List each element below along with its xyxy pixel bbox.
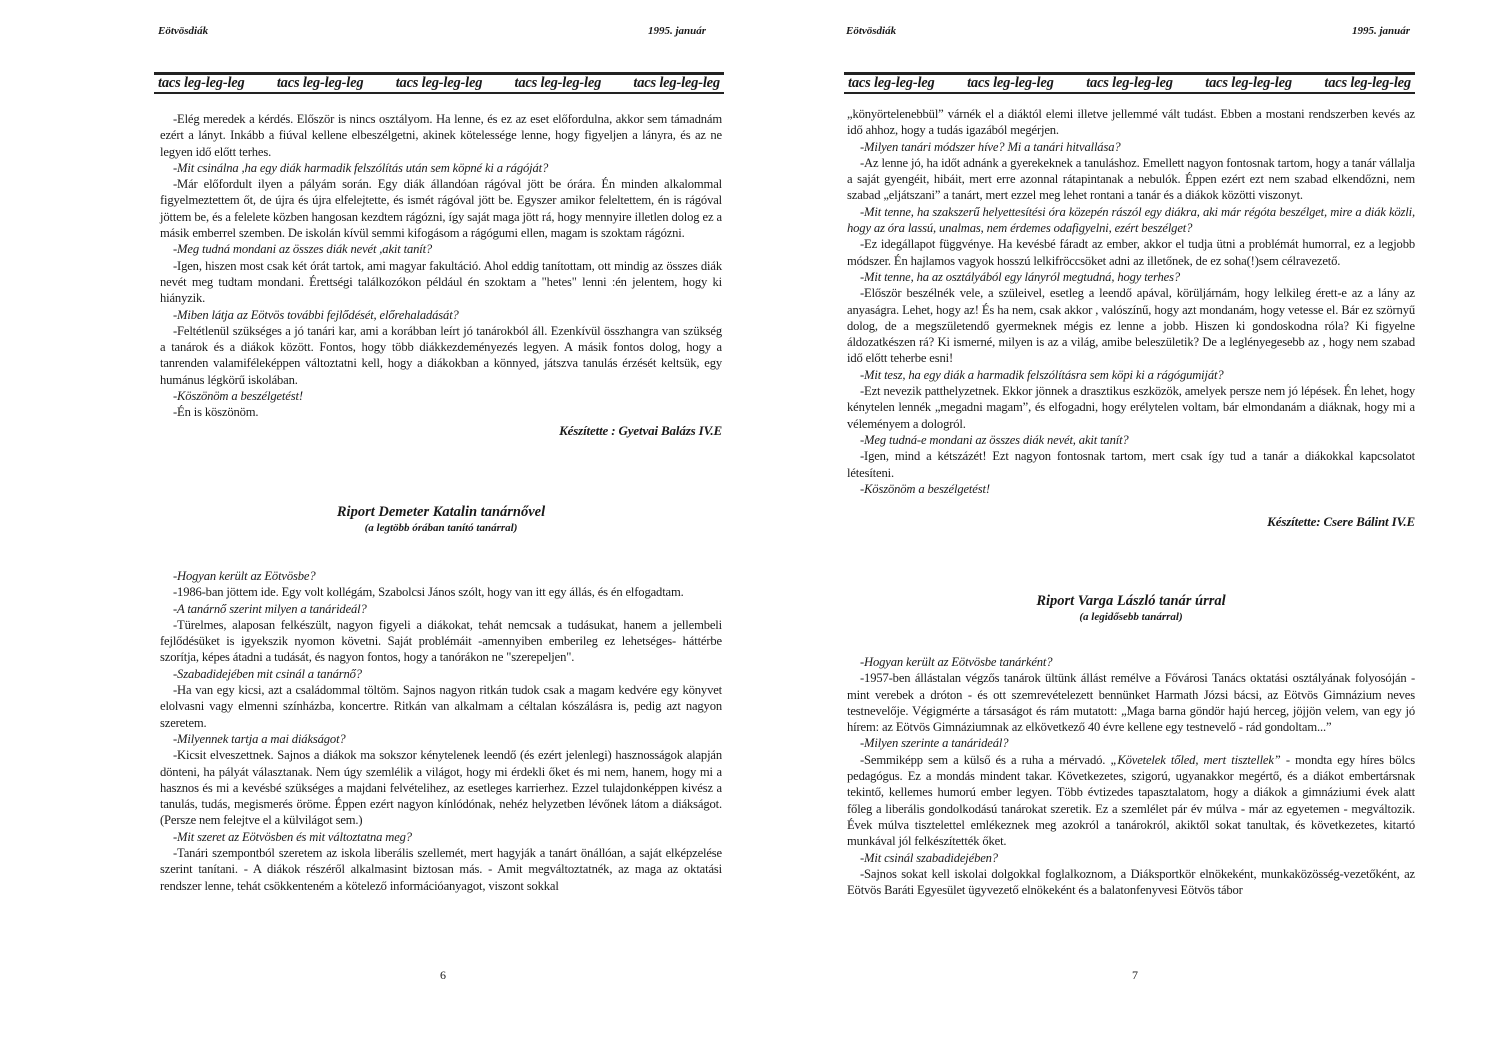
interview-question: -Meg tudná-e mondani az összes diák nevét, akit tanít? <box>860 432 1129 447</box>
interview-question: -Miben látja az Eötvös további fejlődését, előrehaladását? <box>173 307 459 322</box>
banner-text: tacs leg-leg-leg <box>1324 75 1411 91</box>
interview-question: -Mit szeret az Eötvösben és mit változtatna meg? <box>173 829 412 844</box>
article-title: Riport Varga László tanár úrral <box>1036 593 1226 609</box>
interview-answer: -Igen, hiszen most csak két órát tartok, ami magyar fakultáció. Ahol eddig tanítottam, ott mindig az összes diák nevét meg tudtam mondani. Érettségi találkozókon például én szoktam a "hetes" lenni :én jelentem, hogy ki hiányzik. <box>160 258 722 306</box>
interview-answer: -Tanári szempontból szeretem az iskola liberális szellemét, mert hagyják a tanárt önállóan, a saját elképzelése szerint tanítani. - A diákok részéről alkalmasint biztosan más. - Amit megváltoztatnék, az maga az oktatási rendszer lenne, tehát csökkenteném a kötelező információanyagot, viszont sokkal <box>160 846 722 893</box>
right-page <box>744 0 1489 1050</box>
interview-answer: -1986-ban jöttem ide. Egy volt kollégám, Szabolcsi János szólt, hogy van itt egy állás, és én elfogadtam. <box>173 585 684 600</box>
interview-answer: -Elég meredek a kérdés. Először is nincs osztályom. Ha lenne, és ez az eset előfordulna, akkor sem támadnám ezért a lányt. Inkább a fiúval kellene elbeszélgetni, akinek kötelessége lenne, hogy figyeljen a lányra, és az ne legyen idő előtt terhes. <box>160 112 722 159</box>
interview-1-text <box>160 111 722 421</box>
interview-question: -Köszönöm a beszélgetést! <box>860 481 990 496</box>
banner-text: tacs leg-leg-leg <box>848 75 935 91</box>
banner-text: tacs leg-leg-leg <box>514 75 602 91</box>
interview-question: -Szabadidejében mit csinál a tanárnő? <box>173 666 362 681</box>
interview-answer: -Ez idegállapot függvénye. Ha kevésbé fáradt az ember, akkor el tudja ütni a problémát humorral, ez a legjobb módszer. Én hajlamos vagyok hosszú lelkifröccsöket adni az illetőnek, de ez soha(!)sem célravezető. <box>847 237 1415 268</box>
interview-3-text <box>847 654 1415 898</box>
page-number: 7 <box>1132 968 1138 982</box>
article-heading <box>160 504 722 534</box>
interview-answer: -1957-ben állástalan végzős tanárok ültünk állást remélve a Fővárosi Tanács oktatási osztályának folyosóján - mint verebek a dróton - és ott szemrevételezett bennünket Harmath Józsi bácsi, az Eötvös Gimnázium neves testnevelője. Végigmérte a társaságot és rám mutatott: „Maga barna göndör hajú herceg, jöjjön velem, van egy jó hírem: az Eötvös Gimnáziumnak az elkövetkező 40 évre kellene egy testnevelő - rád gondoltam...” <box>847 671 1415 735</box>
interview-question: -A tanárnő szerint milyen a tanárideál? <box>173 601 367 616</box>
interview-answer <box>847 752 1415 850</box>
article-subtitle: (a legtöbb órában tanító tanárral) <box>364 522 518 534</box>
interview-2-continued-text <box>847 106 1415 497</box>
running-header-date: 1995. január <box>648 25 707 37</box>
running-header-title: Eötvösdiák <box>846 25 897 37</box>
interview-answer-continuation: „könyörtelenebbül” várnék el a diáktól elemi illetve jellemmé vált tudást. Ebben a mostani rendszerben kevés az idő ahhoz, hogy a tudás igazából megérjen. <box>847 107 1415 138</box>
banner-text: tacs leg-leg-leg <box>395 75 483 91</box>
interview-answer: -Feltétlenül szükséges a jó tanári kar, ami a korábban leírt jó tanárokból áll. Ezenkívül összhangra van szükség a tanárok és a diákok között. Fontos, hogy több diákkezdeményezés legyen. A másik fontos dolog, hogy a tanrenden valamiféleképpen változtatni kell, hogy a diákokban a könnyed, játszva tanulás érzését keltsük, egy humánus légkörű iskolában. <box>160 323 722 387</box>
interview-answer: -Én is köszönöm. <box>173 405 259 420</box>
interview-answer: -Türelmes, alaposan felkészült, nagyon figyeli a diákokat, tehát nemcsak a tudásukat, hanem a jellembeli fejlődésüket is igyekszik nyomon követni. Saját problémáit -amennyiben emberileg ez lehetséges- háttérbe szorítja, képes átadni a tudását, és nagyon fontos, hogy a tanórákon ne "szerepeljen". <box>160 617 722 665</box>
interview-question: -Hogyan került az Eötvösbe tanárként? <box>860 655 1053 669</box>
interview-answer: -Ha van egy kicsi, azt a családommal töltöm. Sajnos nagyon ritkán tudok csak a magam kedvére egy könyvet elolvasni vagy elmenni színházba, koncertre. Ritkán van alkalmam a céltalan kószálásra is, pedig azt nagyon szeretem. <box>160 683 722 730</box>
interview-answer: -Kicsit elveszettnek. Sajnos a diákok ma sokszor kénytelenek leendő (és ezért jelenlegi) hasznosságok alapján dönteni, ha pályát választanak. Nem úgy szemlélik a világot, hogy mi érdekli őket és mi nem, hanem, hogy mi a hasznos és mi a kevésbé szükséges a majdani felvételihez, az esetleges karrierhez. Ezzel tulajdonképpen kivész a tanulás, tudás, megismerés öröme. Éppen ezért nagyon kínlódónak, nehéz helyzetben lévőnek látom a diákságot. (Persze nem felejtve el a külvilágot sem.) <box>160 748 722 828</box>
interview-question: -Mit tenne, ha az osztályából egy lányról megtudná, hogy terhes? <box>860 269 1181 284</box>
signature-block <box>160 423 722 439</box>
running-header-title: Eötvösdiák <box>158 25 209 37</box>
interview-question: -Meg tudná mondani az összes diák nevét ,akit tanít? <box>173 242 433 257</box>
article-subtitle: (a legidősebb tanárral) <box>1079 611 1183 623</box>
interview-question: -Milyen tanári módszer híve? Mi a tanári hitvallása? <box>860 139 1121 154</box>
author-signature: Készítette : Gyetvai Balázs IV.E <box>559 423 722 438</box>
banner-text: tacs leg-leg-leg <box>967 75 1054 91</box>
interview-answer: -Először beszélnék vele, a szüleivel, esetleg a leendő apával, körüljárnám, hogy lelkileg érett-e az a lány az anyaságra. Lehet, hogy az! És ha nem, csak akkor , valószínű, hogy azt mondanám, hogy vetesse el. Bár ez szörnyű dolog, de a megszületendő gyermeknek mégis ez lenne a jobb. Hiszen ki gondoskodna róla? Ki figyelne áldozatkészen rá? Ki ismerné, milyen is az a világ, amibe beleszületik? De a leglényegesebb az , hogy nem szabad idő előtt teherbe esni! <box>847 286 1415 366</box>
banner-text: tacs leg-leg-leg <box>276 75 364 91</box>
interview-question: -Hogyan került az Eötvösbe? <box>173 569 316 583</box>
signature-block <box>847 514 1415 530</box>
quotation: „Követelek tőled, mert tisztellek” <box>1110 752 1281 767</box>
interview-question: -Köszönöm a beszélgetést! <box>173 389 303 404</box>
banner-text: tacs leg-leg-leg <box>1086 75 1173 91</box>
interview-answer: -Ezt nevezik patthelyzetnek. Ekkor jönnek a drasztikus eszközök, amelyek persze nem jó lépések. Én lehet, hogy kénytelen lennék „megadni magam”, és elfogadni, hogy erélytelen voltam, bár elmondanám a diáknak, hogy mi a véleményem a dologról. <box>847 384 1415 431</box>
running-header-date: 1995. január <box>1352 25 1411 37</box>
article-title: Riport Demeter Katalin tanárnővel <box>336 504 546 520</box>
column-banner <box>844 72 1415 94</box>
answer-text: -Semmiképp sem a külső és a ruha a mérvadó. <box>860 752 1111 767</box>
article-heading <box>847 593 1415 623</box>
banner-text: tacs leg-leg-leg <box>1205 75 1292 91</box>
banner-text: tacs leg-leg-leg <box>633 75 720 91</box>
interview-question: -Mit tenne, ha szakszerű helyettesítési óra közepén rászól egy diákra, aki már régóta beszélget, mire a diák közli, hogy az óra lassú, unalmas, nem érdemes odafigyelni, ezért beszélget? <box>847 204 1415 236</box>
interview-question: -Mit csinál szabadidejében? <box>860 850 998 865</box>
interview-answer: -Sajnos sokat kell iskolai dolgokkal foglalkoznom, a Diáksportkör elnökeként, munkaközösség-vezetőként, az Eötvös Baráti Egyesület ügyvezető elnökeként és a balatonfenyvesi Eötvös tábor <box>847 866 1415 898</box>
banner-text: tacs leg-leg-leg <box>158 75 245 91</box>
interview-2-text <box>160 568 722 894</box>
answer-text: - mondta egy híres bölcs pedagógus. Ez a mondás mindent takar. Következetes, szigorú, ugyanakkor megértő, és a diákot embertársnak tekintő, kellemes humorú ember legyen. Több évtizedes tapasztalatom, hogy a diákok a gimnáziumi évek alatt főleg a liberális gondolkodású tanárokat szeretik. Ez a szemlélet pár év múlva - már az egyetemen - megváltozik. Évek múlva tisztelettel emlékeznek meg azokról a tanárokról, akiktől sokat tanultak, és következetes, kitartó munkával jól felkészítették őket. <box>847 752 1415 849</box>
interview-question: -Mit csinálna ,ha egy diák harmadik felszólítás után sem köpné ki a rágóját? <box>173 160 549 175</box>
interview-question: -Milyen szerinte a tanárideál? <box>860 736 1009 751</box>
interview-answer: -Az lenne jó, ha időt adnánk a gyerekeknek a tanuláshoz. Emellett nagyon fontosnak tartom, hogy a tanár vállalja a saját gyengéit, hibáit, mert erre azonnal rátapintanak a nebulók. Éppen ezért ezt nem szabad elkendőzni, nem szabad „eljátszani” a tanárt, mert ezzel meg lehet rontani a tanár és a diákok közötti viszonyt. <box>847 155 1415 203</box>
interview-question: -Mit tesz, ha egy diák a harmadik felszólításra sem köpi ki a rágógumiját? <box>860 367 1224 382</box>
interview-answer: -Már előfordult ilyen a pályám során. Egy diák állandóan rágóval jött be órára. Én minden alkalommal figyelmeztettem őt, de újra és újra elfelejtette, és ismét rágóval jött be. Egyszer amikor feleltettem, én is rágóval jöttem be, és a felelete közben hangosan kezdtem rágózni, így saját maga jött rá, hogy mennyire illetlen dolog ez a másik emberrel szemben. De iskolán kívül semmi kifogásom a rágógumi ellen, magam is szoktam rágózni. <box>160 177 722 241</box>
author-signature: Készítette: Csere Bálint IV.E <box>1267 514 1415 529</box>
page-number: 6 <box>440 968 446 982</box>
interview-answer: -Igen, mind a kétszázét! Ezt nagyon fontosnak tartom, mert csak így tud a tanár a diákokkal kapcsolatot létesíteni. <box>847 449 1415 480</box>
column-banner <box>154 72 724 94</box>
left-page <box>0 0 744 1050</box>
interview-question: -Milyennek tartja a mai diákságot? <box>173 731 346 746</box>
